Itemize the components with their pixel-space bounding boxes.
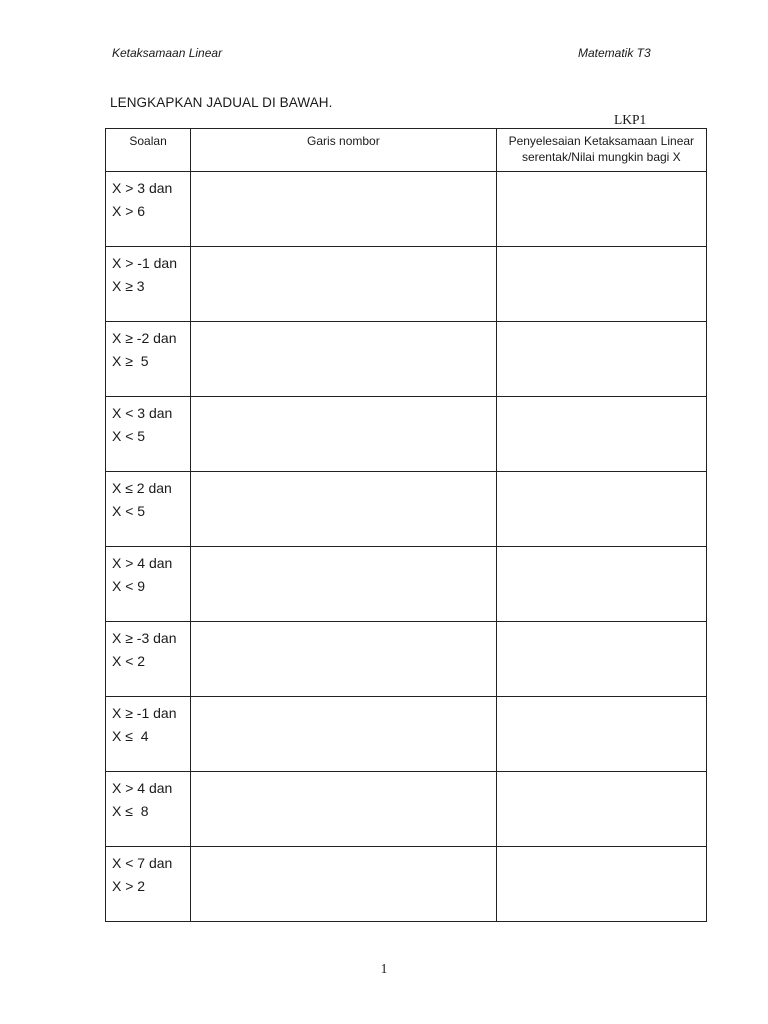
solution-cell[interactable]	[496, 697, 706, 772]
column-header-question: Soalan	[106, 129, 191, 172]
question-line-2: X > 6	[112, 203, 146, 219]
question-line-2: X ≥ 5	[112, 353, 149, 369]
solution-cell[interactable]	[496, 622, 706, 697]
header-subject: Matematik T3	[578, 46, 651, 60]
column-header-number-line: Garis nombor	[191, 129, 497, 172]
number-line-cell[interactable]	[191, 847, 497, 922]
inequality-table	[105, 128, 707, 922]
table-row	[106, 772, 707, 847]
question-line-1: X > 4 dan	[112, 780, 173, 796]
question-line-1: X ≤ 2 dan	[112, 480, 172, 496]
question-cell	[106, 397, 191, 472]
question-cell	[106, 772, 191, 847]
table-row	[106, 697, 707, 772]
question-line-2: X ≤ 4	[112, 728, 149, 744]
table-row	[106, 322, 707, 397]
question-line-1: X > -1 dan	[112, 255, 177, 271]
question-cell	[106, 622, 191, 697]
question-cell	[106, 847, 191, 922]
number-line-cell[interactable]	[191, 622, 497, 697]
number-line-cell[interactable]	[191, 547, 497, 622]
solution-cell[interactable]	[496, 847, 706, 922]
header-topic: Ketaksamaan Linear	[112, 46, 223, 60]
question-cell	[106, 547, 191, 622]
question-cell	[106, 472, 191, 547]
number-line-cell[interactable]	[191, 472, 497, 547]
question-line-1: X < 7 dan	[112, 855, 173, 871]
question-cell	[106, 322, 191, 397]
number-line-cell[interactable]	[191, 322, 497, 397]
table-row	[106, 847, 707, 922]
instruction-text: LENGKAPKAN JADUAL DI BAWAH.	[110, 95, 333, 110]
table-row	[106, 247, 707, 322]
question-line-1: X ≥ -1 dan	[112, 705, 177, 721]
question-line-1: X ≥ -2 dan	[112, 330, 177, 346]
table-row	[106, 547, 707, 622]
question-line-1: X ≥ -3 dan	[112, 630, 177, 646]
number-line-cell[interactable]	[191, 397, 497, 472]
table-row	[106, 622, 707, 697]
question-line-1: X > 3 dan	[112, 180, 173, 196]
question-line-2: X ≤ 8	[112, 803, 149, 819]
number-line-cell[interactable]	[191, 172, 497, 247]
question-line-2: X < 2	[112, 653, 146, 669]
table-row	[106, 472, 707, 547]
sheet-code: LKP1	[614, 112, 647, 127]
solution-cell[interactable]	[496, 772, 706, 847]
solution-cell[interactable]	[496, 397, 706, 472]
question-cell	[106, 172, 191, 247]
column-header-solution: Penyelesaian Ketaksamaan Linear serentak/Nilai mungkin bagi X	[496, 129, 706, 172]
question-line-2: X < 5	[112, 503, 146, 519]
solution-cell[interactable]	[496, 547, 706, 622]
question-line-2: X < 9	[112, 578, 146, 594]
question-cell	[106, 247, 191, 322]
table-body	[106, 172, 707, 922]
question-line-2: X > 2	[112, 878, 146, 894]
question-line-2: X < 5	[112, 428, 146, 444]
question-line-2: X ≥ 3	[112, 278, 145, 294]
solution-cell[interactable]	[496, 322, 706, 397]
number-line-cell[interactable]	[191, 697, 497, 772]
question-cell	[106, 697, 191, 772]
table-row	[106, 397, 707, 472]
question-line-1: X < 3 dan	[112, 405, 173, 421]
number-line-cell[interactable]	[191, 247, 497, 322]
table-header-row	[106, 129, 707, 172]
table-row	[106, 172, 707, 247]
solution-cell[interactable]	[496, 472, 706, 547]
question-line-1: X > 4 dan	[112, 555, 173, 571]
solution-cell[interactable]	[496, 247, 706, 322]
page-number: 1	[380, 961, 388, 976]
number-line-cell[interactable]	[191, 772, 497, 847]
solution-cell[interactable]	[496, 172, 706, 247]
